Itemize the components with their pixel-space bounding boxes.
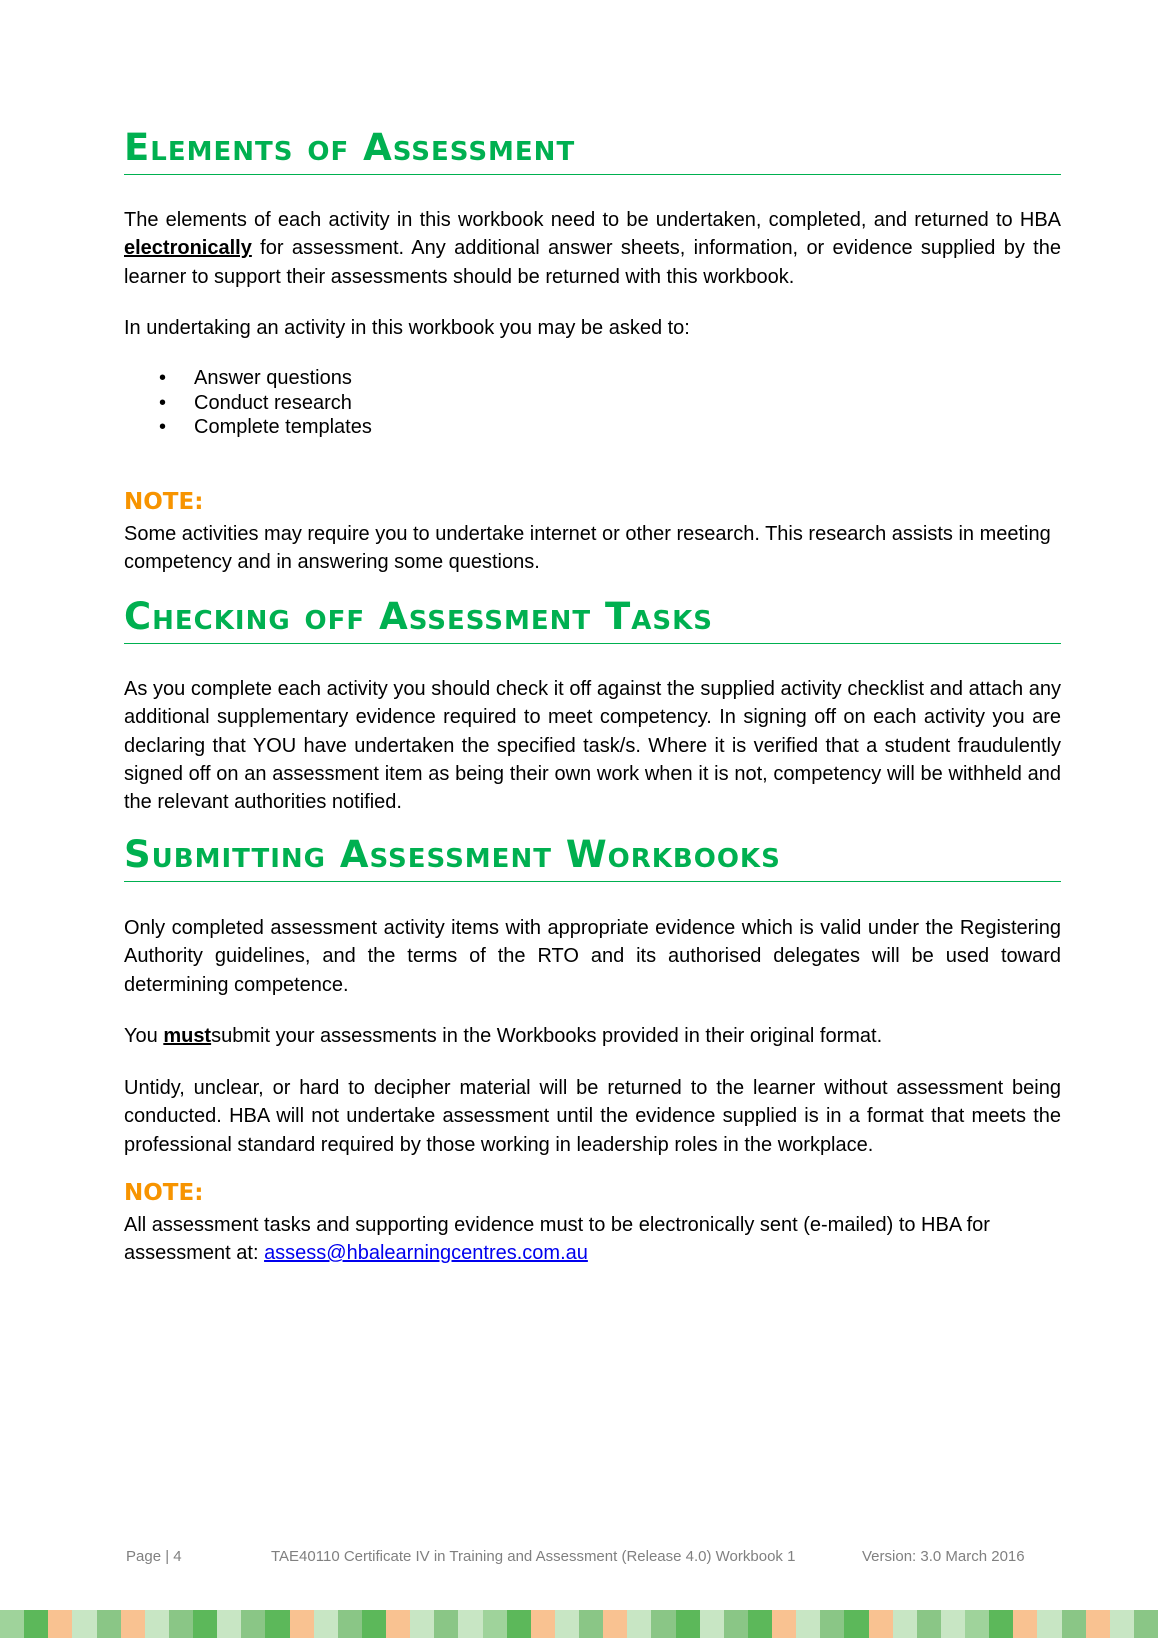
stripe-segment <box>338 1610 362 1638</box>
activity-bullet-list <box>124 366 372 440</box>
email-link[interactable]: assess@hbalearningcentres.com.au <box>264 1242 588 1265</box>
competence-paragraph: Only completed assessment activity items with appropriate evidence which is valid under the Registering Authority guidelines, and the terms of the RTO and its authorised delegates will be used toward determining competence. <box>124 917 1061 996</box>
list-item <box>124 391 372 416</box>
stripe-segment <box>724 1610 748 1638</box>
heading-checking-off-tasks: Checking off Assessment Tasks <box>124 595 1061 644</box>
email-note-text <box>124 1211 1061 1268</box>
stripe-segment <box>1062 1610 1086 1638</box>
stripe-segment <box>989 1610 1013 1638</box>
stripe-segment <box>121 1610 145 1638</box>
elements-paragraph-end: for assessment. Any additional answer sheets, information, or evidence supplied by the learner to support their assessments should be returned with this workbook. <box>124 237 1061 288</box>
page-footer <box>0 1548 1158 1568</box>
stripe-segment <box>700 1610 724 1638</box>
stripe-segment <box>290 1610 314 1638</box>
stripe-segment <box>965 1610 989 1638</box>
untidy-material-paragraph: Untidy, unclear, or hard to decipher material will be returned to the learner without assessment being conducted. HBA will not undertake assessment until the evidence supplied is in a format that meets the professional standard required by those working in leadership roles in the workplace. <box>124 1077 1061 1156</box>
stripe-segment <box>796 1610 820 1638</box>
bullet-icon: • <box>159 391 167 414</box>
stripe-segment <box>217 1610 241 1638</box>
bullet-icon: • <box>159 416 167 438</box>
stripe-segment <box>603 1610 627 1638</box>
electronically-emphasis: electronically <box>124 237 252 260</box>
footer-course-title: TAE40110 Certificate IV in Training and Assessment (Release 4.0) Workbook 1 <box>271 1548 796 1565</box>
decorative-color-stripe <box>0 1610 1158 1638</box>
footer-version: Version: 3.0 March 2016 <box>862 1548 1025 1565</box>
stripe-segment <box>531 1610 555 1638</box>
stripe-segment <box>265 1610 289 1638</box>
stripe-segment <box>362 1610 386 1638</box>
activity-intro-paragraph: In undertaking an activity in this workbook you may be asked to: <box>124 317 690 339</box>
stripe-segment <box>48 1610 72 1638</box>
bullet-icon: • <box>159 367 167 389</box>
stripe-segment <box>748 1610 772 1638</box>
elements-paragraph-start: The elements of each activity in this workbook need to be undertaken, completed, and returned to HBA <box>124 209 1061 231</box>
stripe-segment <box>434 1610 458 1638</box>
stripe-segment <box>410 1610 434 1638</box>
bullet-text: Conduct research <box>194 391 352 414</box>
must-submit-end: submit your assessments in the Workbooks provided in their original format. <box>211 1025 883 1047</box>
stripe-segment <box>507 1610 531 1638</box>
stripe-segment <box>97 1610 121 1638</box>
stripe-segment <box>627 1610 651 1638</box>
stripe-segment <box>169 1610 193 1638</box>
stripe-segment <box>579 1610 603 1638</box>
stripe-segment <box>458 1610 482 1638</box>
list-item <box>124 415 372 440</box>
heading-submitting-workbooks: Submitting Assessment Workbooks <box>124 833 1061 882</box>
stripe-segment <box>145 1610 169 1638</box>
stripe-segment <box>941 1610 965 1638</box>
must-emphasis: must <box>163 1025 212 1047</box>
stripe-segment <box>844 1610 868 1638</box>
stripe-segment <box>193 1610 217 1638</box>
stripe-segment <box>772 1610 796 1638</box>
stripe-segment <box>555 1610 579 1638</box>
research-note-text: Some activities may require you to undertake internet or other research. This research assists in meeting competency and in answering some questions. <box>124 523 1051 574</box>
heading-elements-of-assessment: Elements of Assessment <box>124 126 1061 175</box>
stripe-segment <box>869 1610 893 1638</box>
stripe-segment <box>1134 1610 1158 1638</box>
checking-off-paragraph: As you complete each activity you should check it off against the supplied activity checklist and attach any additional supplementary evidence required to meet competency. In signing off on each activity you are declaring that YOU have undertaken the specified task/s. Where it is verified that a student fraudulently signed off on an assessment item as being their own work when it is not, competency will be withheld and the relevant authorities notified. <box>124 678 1061 814</box>
bullet-text: Answer questions <box>194 367 352 389</box>
email-note-start: All assessment tasks and supporting evidence must to be electronically sent (e-mailed) to HBA for assessment at: <box>124 1214 990 1265</box>
must-submit-paragraph <box>124 1022 1061 1050</box>
stripe-segment <box>1013 1610 1037 1638</box>
stripe-segment <box>917 1610 941 1638</box>
note-label: NOTE: <box>124 489 204 515</box>
stripe-segment <box>1086 1610 1110 1638</box>
stripe-segment <box>72 1610 96 1638</box>
stripe-segment <box>241 1610 265 1638</box>
stripe-segment <box>676 1610 700 1638</box>
stripe-segment <box>1037 1610 1061 1638</box>
stripe-segment <box>24 1610 48 1638</box>
must-submit-start: You <box>124 1025 164 1047</box>
stripe-segment <box>893 1610 917 1638</box>
stripe-segment <box>1110 1610 1134 1638</box>
stripe-segment <box>820 1610 844 1638</box>
stripe-segment <box>651 1610 675 1638</box>
elements-paragraph <box>124 206 1061 291</box>
stripe-segment <box>483 1610 507 1638</box>
note-label: NOTE: <box>124 1180 204 1206</box>
footer-page-number: Page | 4 <box>126 1548 182 1565</box>
stripe-segment <box>314 1610 338 1638</box>
stripe-segment <box>386 1610 410 1638</box>
stripe-segment <box>0 1610 24 1638</box>
list-item <box>124 366 372 391</box>
bullet-text: Complete templates <box>194 416 372 438</box>
